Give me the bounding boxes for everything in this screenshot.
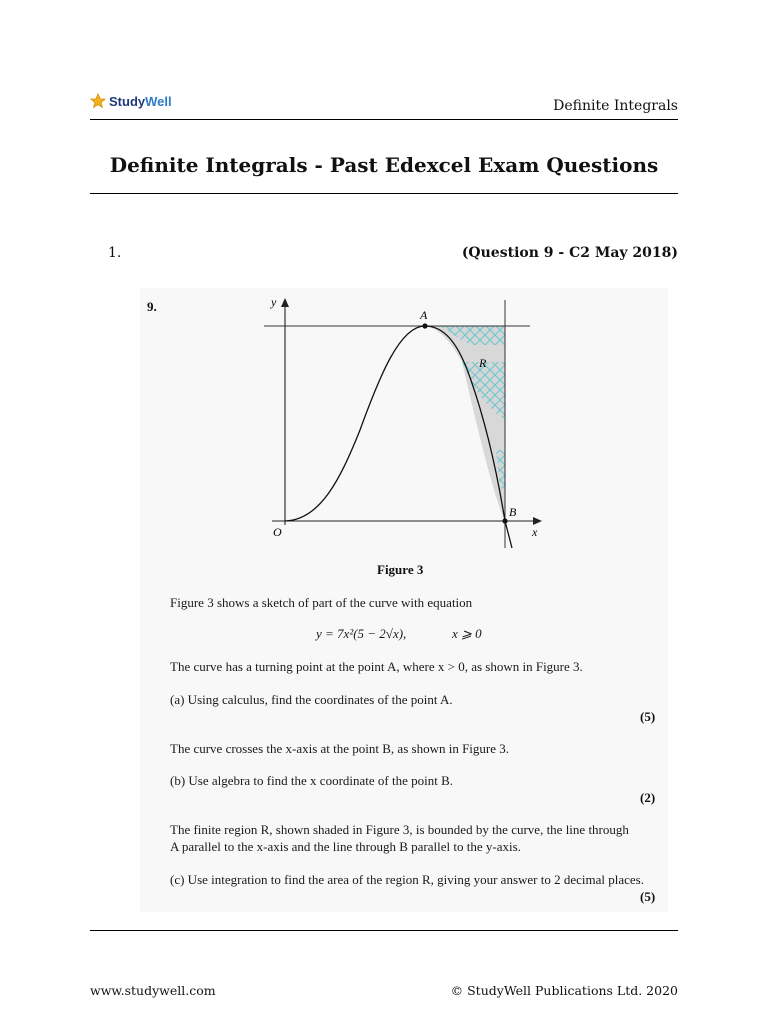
y-axis-arrow <box>281 298 289 307</box>
footer-website: www.studywell.com <box>90 983 216 998</box>
part-a-marks: (5) <box>640 709 656 724</box>
label-origin: O <box>273 525 282 539</box>
exam-question-number: 9. <box>147 299 157 314</box>
intro-text: Figure 3 shows a sketch of part of the curve with equation <box>170 595 473 610</box>
logo-text-well: Well <box>145 93 172 109</box>
x-axis-arrow <box>533 517 542 525</box>
footer-copyright: © StudyWell Publications Ltd. 2020 <box>450 983 678 998</box>
part-a: (a) Using calculus, find the coordinates of the point A. <box>170 692 453 707</box>
logo-text-study: Study <box>109 93 146 109</box>
page-title: Definite Integrals - Past Edexcel Exam Questions <box>109 153 659 177</box>
label-a: A <box>420 308 428 322</box>
part-b: (b) Use algebra to find the x coordinate of the point B. <box>170 773 454 788</box>
part-c: (c) Use integration to find the area of the region R, giving your answer to 2 decimal places. <box>170 872 644 887</box>
question-source: (Question 9 - C2 May 2018) <box>461 245 678 261</box>
part-c-marks: (5) <box>640 889 656 904</box>
region-text-line1: The finite region R, shown shaded in Figure 3, is bounded by the curve, the line through <box>170 822 629 837</box>
footer-rule <box>90 930 678 931</box>
label-r: R <box>479 356 487 370</box>
point-a <box>422 323 427 328</box>
figure-caption: Figure 3 <box>377 562 424 577</box>
point-b <box>502 518 507 523</box>
label-x: x <box>532 525 538 539</box>
equation-condition: x ⩾ 0 <box>452 626 482 641</box>
section-title: Definite Integrals <box>553 98 678 114</box>
label-b: B <box>509 505 517 519</box>
curve-equation: y = 7x²(5 − 2√x), <box>316 626 407 641</box>
region-text-line2: A parallel to the x-axis and the line through B parallel to the y-axis. <box>170 839 521 854</box>
turning-point-text: The curve has a turning point at the point A, where x > 0, as shown in Figure 3. <box>170 659 583 674</box>
question-number: 1. <box>108 245 122 261</box>
crosses-text: The curve crosses the x-axis at the point B, as shown in Figure 3. <box>170 741 510 756</box>
label-y: y <box>271 295 277 309</box>
part-b-marks: (2) <box>640 790 656 805</box>
region-r <box>425 326 505 521</box>
